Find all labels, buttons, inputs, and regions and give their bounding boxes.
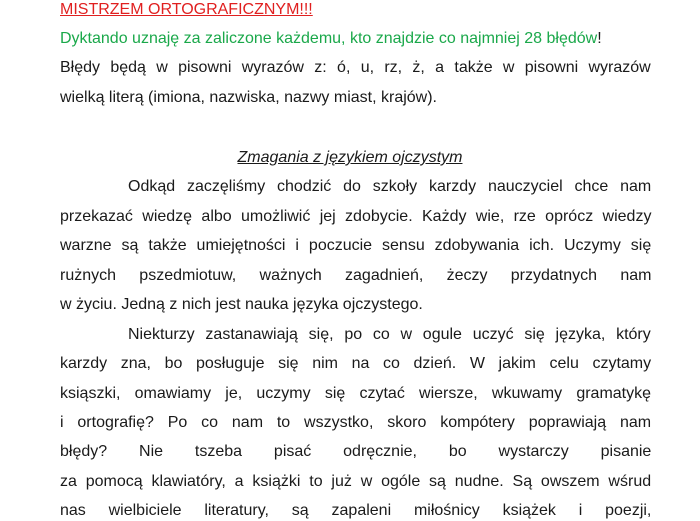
paragraph1-line: rużnych pszedmiotuw, ważnych zagadnień, żeczy przydatnych nam: [60, 267, 652, 284]
rules-line: Błędy będą w pisowni wyrazów z: ó, u, rz, ż, a także w pisowni wyrazów: [60, 59, 651, 76]
heading: Zmagania z językiem ojczystym: [237, 149, 463, 166]
title-line: MISTRZEM ORTOGRAFICZNYM!!!: [60, 1, 313, 18]
rules-line: wielką literą (imiona, nazwiska, nazwy miast, krajów).: [60, 89, 437, 106]
instruction-line: [60, 29, 602, 49]
instruction-text: Dyktando uznaję za zaliczone każdemu, kto znajdzie co najmniej 28 błędów: [60, 30, 598, 47]
paragraph1-line: Odkąd zaczęliśmy chodzić do szkoły karzdy nauczyciel chce nam: [128, 178, 652, 195]
paragraph1-line: w życiu. Jedną z nich jest nauka języka ojczystego.: [60, 296, 423, 313]
paragraph2-line: karzdy zna, bo posługuje się nim na co dzień. W jakim celu czytamy: [60, 355, 652, 372]
paragraph2-line: błędy? Nie tszeba pisać odręcznie, bo wystarczy pisanie: [60, 443, 652, 460]
paragraph1-line: warzne są także umiejętności i poczucie sensu zdobywania ich. Uczymy się: [60, 237, 652, 254]
paragraph2-line: Niekturzy zastanawiają się, po co w ogule uczyć się języka, który: [128, 326, 651, 343]
paragraph2-line: i ortografię? Po co nam to wszystko, skoro kompótery poprawiają nam: [60, 414, 652, 431]
instruction-mark: !: [597, 30, 602, 47]
paragraph1-line: przekazać wiedzę albo umożliwić jej zdobycie. Każdy wie, rze oprócz wiedzy: [60, 208, 652, 225]
paragraph2-line: za pomocą klawiatóry, a książki to już w ogóle są nudne. Są owszem wśrud: [60, 473, 652, 490]
paragraph2-line: ksiąszki, omawiamy je, uczymy się czytać wiersze, wkuwamy gramatykę: [60, 385, 652, 402]
paragraph2-line: nas wielbiciele literatury, są zapaleni miłośnicy książek i poezji,: [60, 502, 652, 519]
